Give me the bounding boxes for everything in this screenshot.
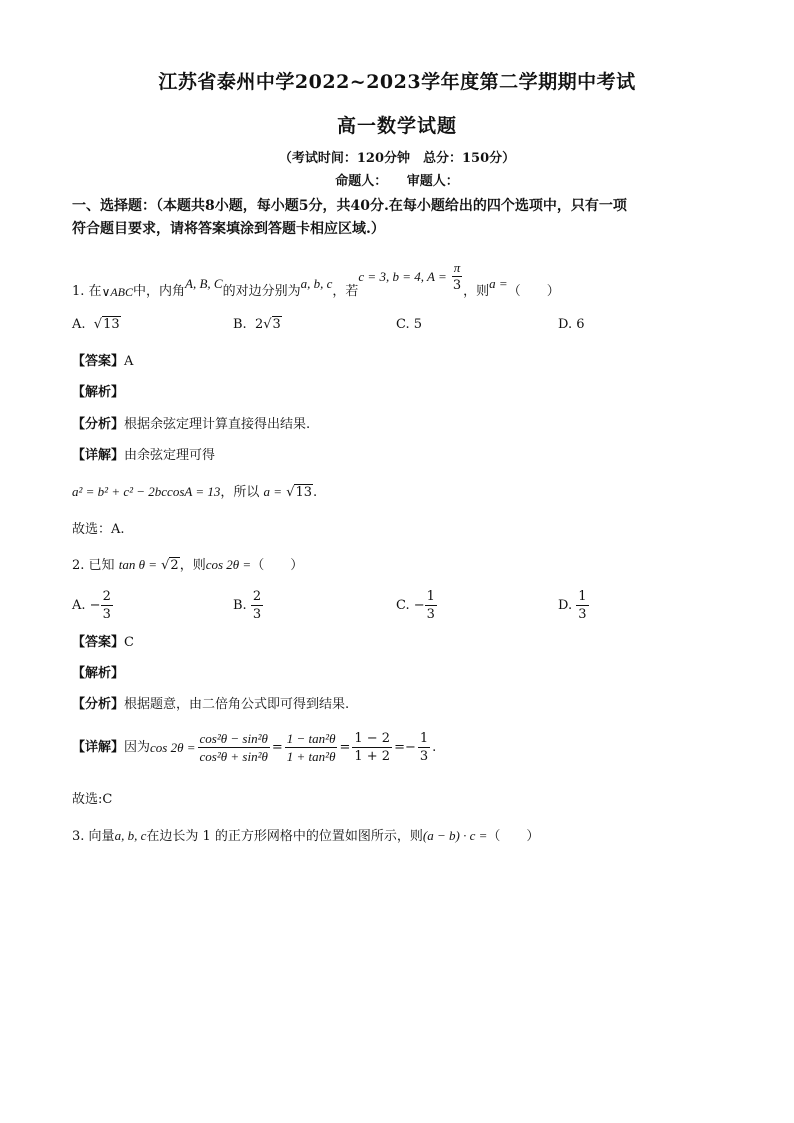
q2-option-b-label: B. [233, 598, 247, 613]
q1-option-a-label: A. [72, 317, 86, 332]
q1-sides: a, b, c [300, 276, 333, 291]
q3-text-grid: 在边长为 1 的正方形网格中的位置如图所示，则 [146, 829, 423, 844]
q2-option-a [72, 590, 113, 621]
q1-answer-value: A [124, 354, 134, 369]
q2-option-d [558, 590, 589, 621]
q1-option-c [396, 318, 422, 331]
q2-option-c-den: 3 [426, 607, 435, 622]
q1-a-eq: a = [489, 276, 508, 291]
q2-option-b-frac [251, 590, 263, 621]
q1-fenxi-text: 根据余弦定理计算直接得出结果. [124, 417, 311, 432]
q2-eq-3: = [394, 740, 405, 755]
q2-option-b [233, 590, 263, 621]
q1-formula-end: . [313, 485, 318, 500]
q2-root: 2 [170, 558, 179, 573]
q2-option-a-label: A. [72, 598, 86, 613]
q1-option-c-value: 5 [413, 317, 423, 332]
q2-fraction-2 [285, 732, 338, 763]
exam-subtitle: 高一数学试题 [336, 115, 457, 137]
q2-cos: cos 2θ = [205, 557, 252, 572]
exam-title: 江苏省泰州中学2022~2023学年度第二学期期中考试 [158, 71, 636, 93]
q2-detail-tag: 【详解】 [72, 740, 125, 755]
q1-fenxi-tag: 【分析】 [72, 417, 125, 432]
q2-detail-text: 因为 [124, 740, 151, 755]
q2-option-a-sign: − [89, 598, 101, 613]
q1-fraction-pi-3 [451, 261, 463, 292]
q2-option-a-den: 3 [102, 607, 111, 622]
q1-option-a-value: 13 [103, 317, 120, 332]
q1-option-a [72, 318, 121, 331]
q2-option-c-num: 1 [426, 589, 435, 604]
q1-pi: π [453, 260, 461, 275]
q1-three: 3 [452, 278, 462, 293]
q2-option-c-frac [425, 590, 437, 621]
q2-option-d-den: 3 [578, 607, 587, 622]
q1-formula [72, 485, 317, 499]
q2-option-a-frac [101, 590, 113, 621]
q3-number: 3. [72, 829, 85, 844]
q2-choice: 故选:C [72, 792, 113, 807]
q1-option-d [558, 318, 585, 331]
q1-text-angles: 中，内角 [133, 284, 186, 299]
section-heading-line2: 符合题目要求，请将答案填涂到答题卡相应区域.） [72, 221, 385, 237]
q2-option-c [396, 590, 437, 621]
q1-text-in: 在 [88, 284, 102, 299]
q2-option-d-num: 1 [578, 589, 587, 604]
q2-end: . [432, 740, 437, 755]
q2-lhs: cos 2θ = [150, 740, 196, 755]
q1-detail-tag: 【详解】 [72, 448, 125, 463]
q2-option-c-sign: − [413, 598, 425, 613]
q2-option-c-label: C. [396, 598, 410, 613]
q2-option-b-den: 3 [252, 607, 262, 622]
q2-option-d-frac [576, 590, 588, 621]
q1-option-b-label: B. [233, 317, 247, 332]
q1-option-d-label: D. [558, 317, 573, 332]
q1-option-b-value: 3 [272, 317, 281, 332]
q2-f4-sign: − [404, 740, 416, 755]
q3-paren: （ ） [487, 829, 540, 844]
q1-condition [358, 261, 463, 292]
q2-tan: tan θ = [118, 557, 157, 572]
q1-fenxi [72, 418, 310, 431]
q2-fenxi-text: 根据题意，由二倍角公式即可得到结果. [124, 697, 350, 712]
q2-f2-num: 1 − tan²θ [286, 731, 336, 746]
q1-number: 1. [72, 284, 85, 299]
q2-sqrt: √2 [161, 558, 179, 573]
q1-choice: 故选：A. [72, 522, 125, 537]
q1-analysis-tag: 【解析】 [72, 385, 125, 400]
q2-answer [72, 636, 134, 649]
q1-option-c-label: C. [396, 317, 410, 332]
q2-eq-2: = [339, 740, 351, 755]
q3-expression: (a − b) · c = [422, 828, 488, 843]
q2-eq-1: = [271, 740, 283, 755]
q1-option-b [233, 318, 282, 331]
q1-formula-expr: a² = b² + c² − 2bccosA = 13 [72, 484, 221, 499]
q1-formula-a: a = [263, 484, 283, 499]
q2-text-then: ，则 [179, 558, 206, 573]
q2-answer-tag: 【答案】 [72, 635, 125, 650]
q3-text-vectors: 向量 [88, 829, 115, 844]
exam-info: （考试时间：120分钟 总分：150分） [278, 151, 516, 166]
section-heading-line1: 一、选择题：（本题共8小题，每小题5分，共40分.在每小题给出的四个选项中，只有一项 [72, 198, 627, 214]
q2-fraction-4 [418, 732, 430, 763]
q2-f1-num: cos²θ − sin²θ [199, 731, 268, 746]
q1-condition-text: c = 3, b = 4, A = [358, 269, 447, 284]
q2-fenxi-tag: 【分析】 [72, 697, 125, 712]
q1-angles: A, B, C [185, 276, 223, 291]
q2-fenxi [72, 698, 349, 711]
q2-text-known: 已知 [88, 558, 115, 573]
q1-stem [72, 258, 560, 298]
q1-formula-so: ，所以 [220, 485, 260, 500]
q1-formula-root: 13 [295, 485, 313, 500]
q2-number: 2. [72, 558, 85, 573]
q2-answer-value: C [124, 635, 134, 650]
q1-paren: （ ） [507, 284, 560, 299]
q2-fraction-1 [198, 732, 270, 763]
q2-detail [72, 732, 436, 763]
q1-detail [72, 449, 215, 462]
q1-option-b-coef: 2 [254, 317, 264, 332]
q2-f1-den: cos²θ + sin²θ [199, 749, 268, 764]
q2-analysis-tag: 【解析】 [72, 666, 125, 681]
q1-option-a-sqrt: √13 [93, 317, 120, 332]
q1-option-b-sqrt: √3 [263, 317, 281, 332]
q2-f4-num: 1 [419, 731, 429, 746]
q1-text-sides: 的对边分别为 [222, 284, 301, 299]
q1-answer [72, 355, 133, 368]
q1-text-if: ，若 [332, 284, 359, 299]
q2-f4-den: 3 [419, 749, 429, 764]
q2-f3-num: 1 − 2 [354, 731, 391, 746]
q1-option-d-value: 6 [576, 317, 585, 332]
q2-paren: （ ） [251, 558, 304, 573]
q1-text-then: ，则 [463, 284, 490, 299]
q2-option-a-num: 2 [102, 589, 111, 604]
q3-stem [72, 829, 539, 843]
q1-detail-text: 由余弦定理可得 [124, 448, 216, 463]
q1-formula-sqrt: √13 [286, 485, 313, 500]
q2-stem [72, 558, 303, 572]
q2-f2-den: 1 + tan²θ [286, 749, 336, 764]
exam-setters: 命题人： 审题人： [335, 174, 459, 189]
q1-triangle: ∨ABC [101, 285, 134, 299]
q2-option-b-num: 2 [252, 589, 262, 604]
q2-option-d-label: D. [558, 598, 573, 613]
q2-f3-den: 1 + 2 [354, 749, 391, 764]
q2-fraction-3 [352, 732, 392, 763]
q1-answer-tag: 【答案】 [72, 354, 125, 369]
q3-vectors: a, b, c [114, 828, 147, 843]
